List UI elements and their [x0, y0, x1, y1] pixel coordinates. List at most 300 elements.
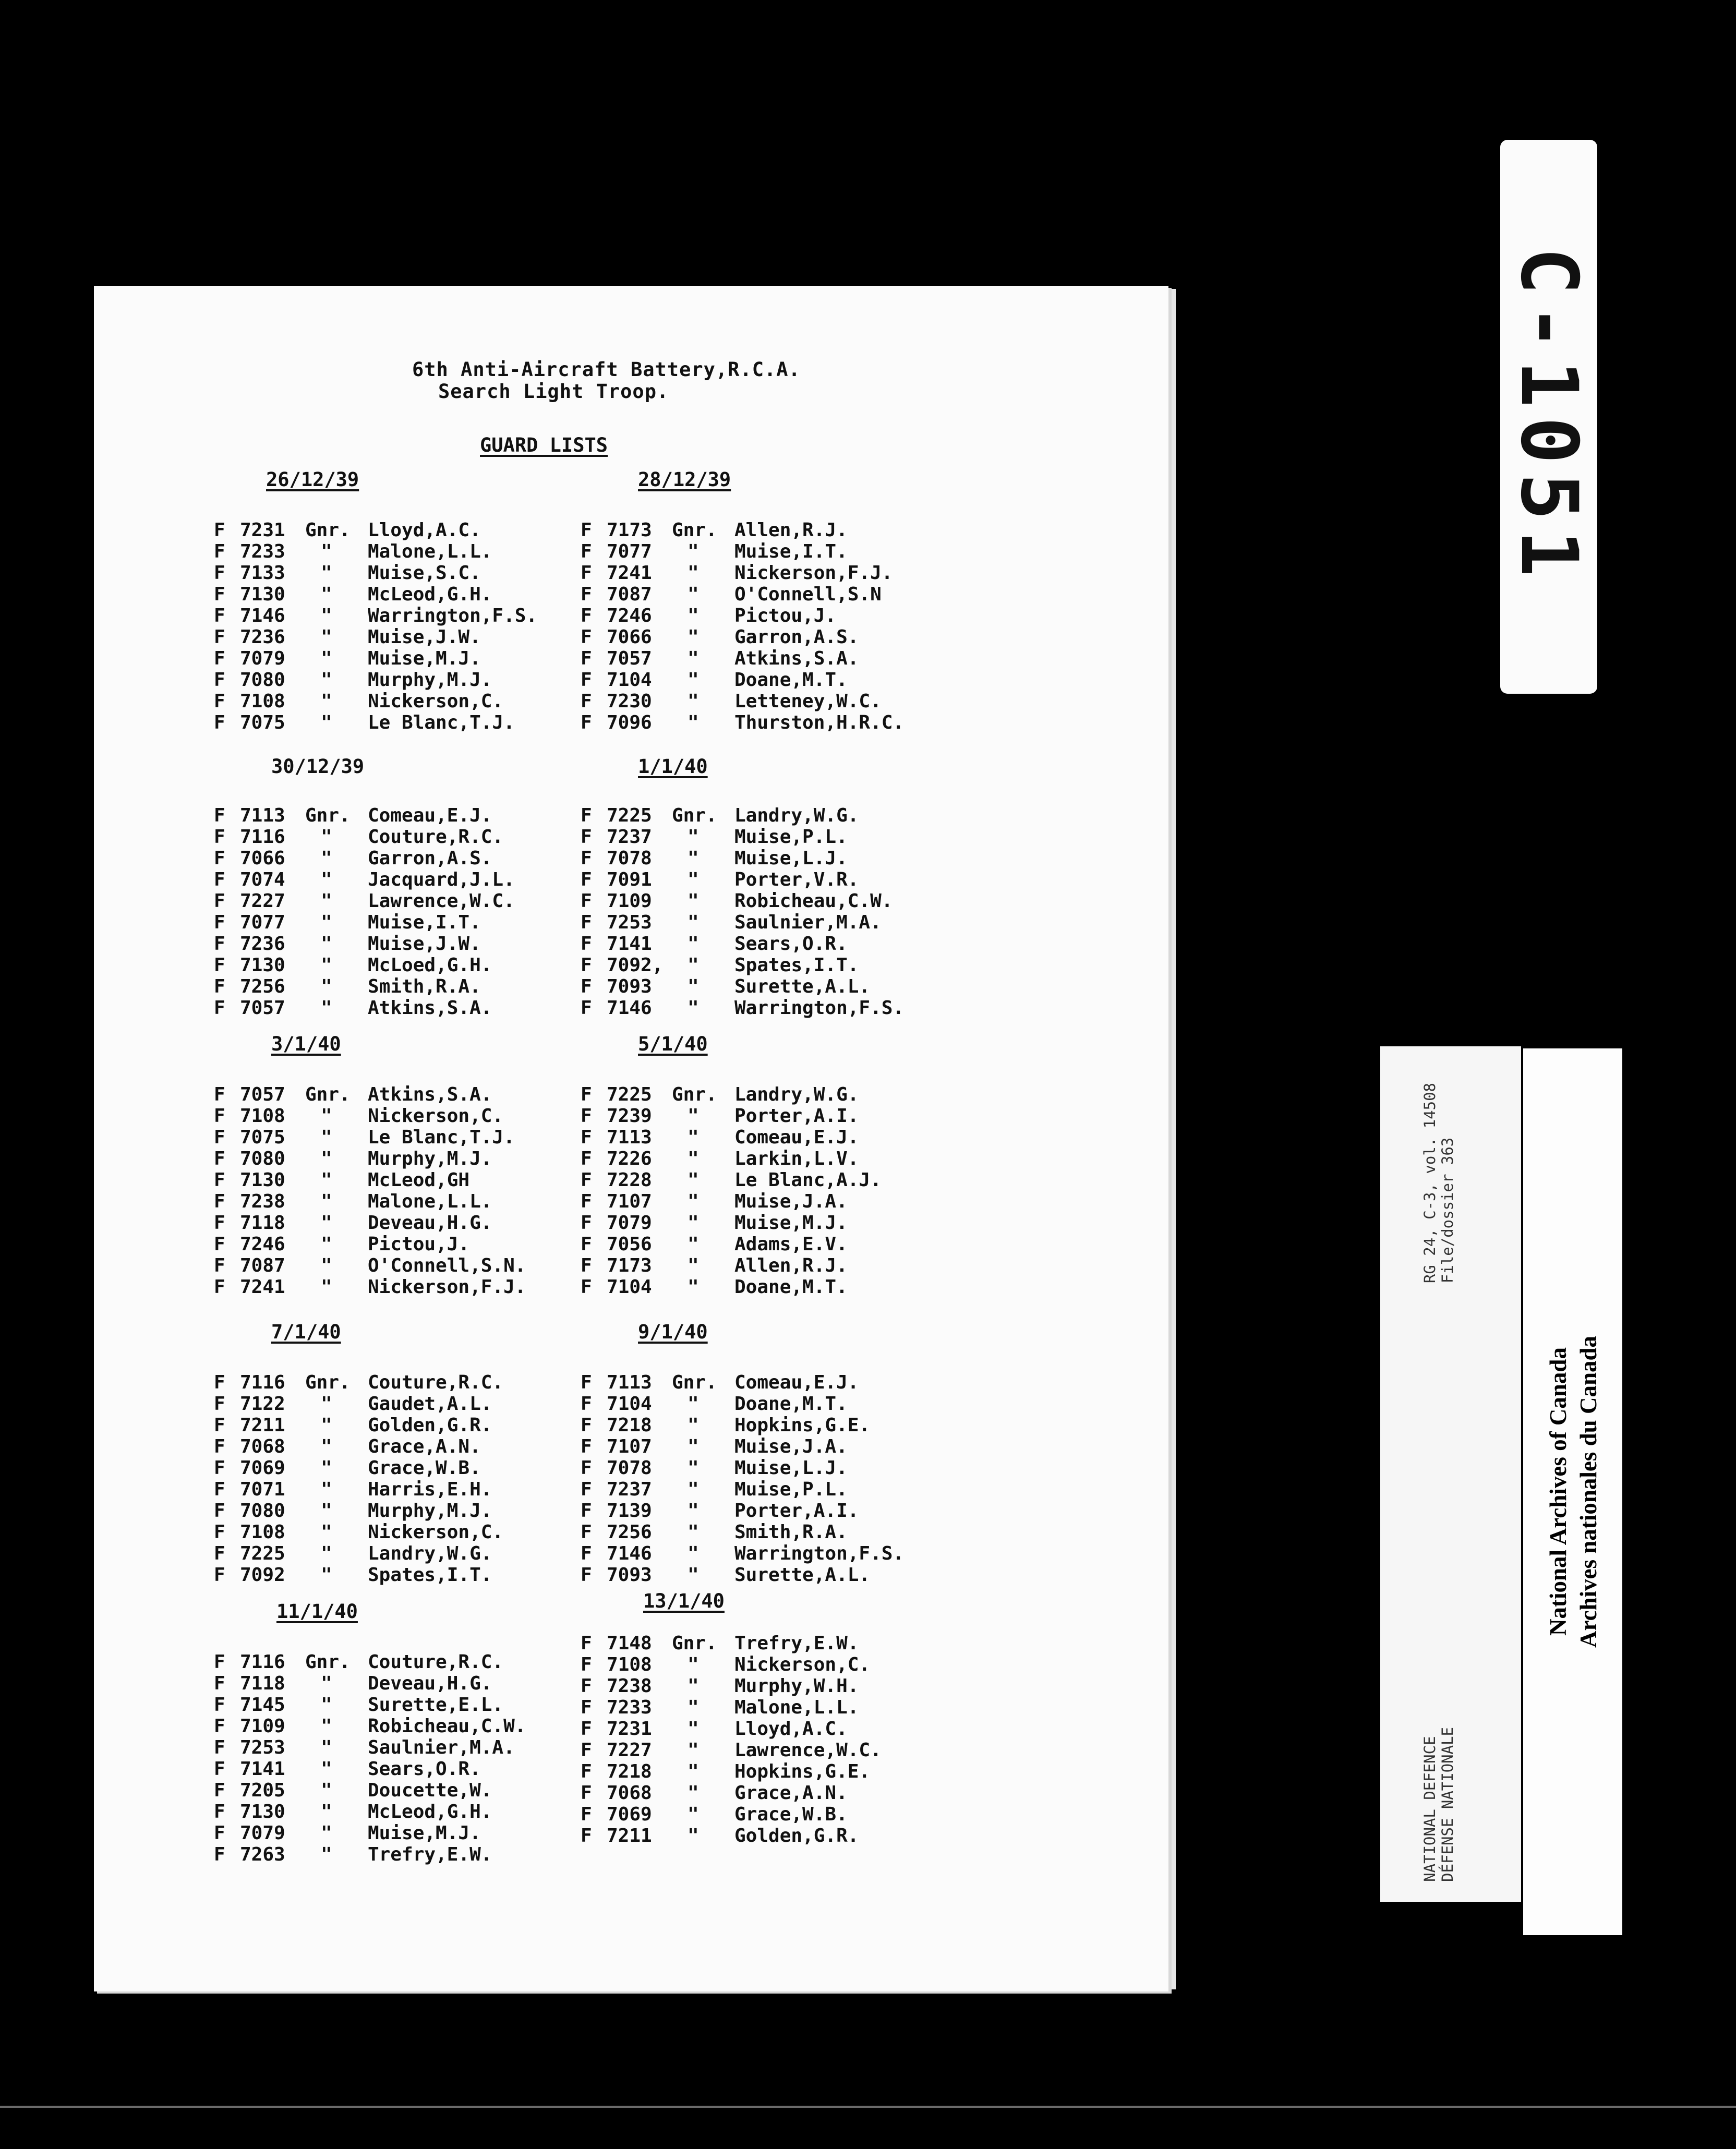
rank: "	[688, 1105, 699, 1127]
service-number: 7116	[240, 1651, 285, 1673]
soldier-name: Garron,A.S.	[734, 626, 859, 648]
service-number: 7253	[607, 912, 652, 933]
soldier-name: Muise,M.J.	[734, 1212, 848, 1234]
soldier-name: Garron,A.S.	[368, 848, 492, 869]
entry-prefix: F	[214, 955, 225, 976]
rank: "	[321, 848, 332, 869]
service-number: 7057	[240, 1084, 285, 1105]
archives-english: National Archives of Canada	[1545, 1347, 1571, 1636]
soldier-name: Nickerson,C.	[368, 1105, 504, 1127]
soldier-name: Muise,L.J.	[734, 848, 848, 869]
soldier-name: Comeau,E.J.	[734, 1127, 859, 1148]
service-number: 7057	[240, 997, 285, 1019]
rank: "	[688, 1564, 699, 1586]
document-title: GUARD LISTS	[480, 434, 608, 456]
rank: "	[321, 562, 332, 584]
guard-list-date: 9/1/40	[638, 1321, 708, 1343]
soldier-name: Murphy,M.J.	[368, 1500, 492, 1522]
guard-list-entry	[581, 1564, 956, 1586]
rank: "	[321, 1822, 332, 1844]
reference-file: File/dossier 363	[1439, 1137, 1456, 1284]
guard-list-date: 5/1/40	[638, 1033, 708, 1055]
service-number: 7116	[240, 826, 285, 848]
guard-list-entry	[581, 626, 956, 648]
service-number: 7066	[240, 848, 285, 869]
soldier-name: Murphy,W.H.	[734, 1675, 859, 1697]
rank: Gnr.	[672, 520, 717, 541]
rank: "	[688, 1479, 699, 1500]
service-number: 7130	[240, 955, 285, 976]
rank: "	[321, 1500, 332, 1522]
header-troop: Search Light Troop.	[438, 380, 669, 403]
rank: "	[321, 605, 332, 626]
soldier-name: Malone,L.L.	[734, 1697, 859, 1718]
soldier-name: Nickerson,F.J.	[368, 1276, 526, 1298]
entry-prefix: F	[581, 1740, 592, 1761]
entry-prefix: F	[581, 976, 592, 997]
soldier-name: Landry,W.G.	[734, 1084, 859, 1105]
soldier-name: McLeod,GH	[368, 1169, 470, 1191]
service-number: 7080	[240, 1500, 285, 1522]
entry-prefix: F	[214, 1415, 225, 1436]
service-number: 7092,	[607, 955, 664, 976]
guard-list-entry	[581, 1654, 956, 1675]
service-number: 7068	[607, 1782, 652, 1804]
entry-prefix: F	[581, 1084, 592, 1105]
soldier-name: Le Blanc,T.J.	[368, 712, 515, 733]
guard-list-entry	[214, 976, 589, 997]
rank: Gnr.	[305, 1084, 351, 1105]
guard-list-entry	[214, 1457, 589, 1479]
entry-prefix: F	[214, 912, 225, 933]
service-number: 7104	[607, 1393, 652, 1415]
rank: "	[321, 1191, 332, 1212]
service-number: 7087	[240, 1255, 285, 1276]
service-number: 7233	[607, 1697, 652, 1718]
guard-list-date: 1/1/40	[638, 755, 708, 778]
service-number: 7109	[240, 1716, 285, 1737]
service-number: 7080	[240, 669, 285, 691]
service-number: 7069	[240, 1457, 285, 1479]
rank: "	[688, 1675, 699, 1697]
guard-list-entry	[581, 712, 956, 733]
guard-list-entry	[214, 869, 589, 890]
guard-list-entry	[581, 1740, 956, 1761]
entry-prefix: F	[581, 605, 592, 626]
soldier-name: Saulnier,M.A.	[368, 1737, 515, 1758]
guard-list-entry	[581, 1393, 956, 1415]
guard-list-entry	[581, 541, 956, 562]
guard-list-entry	[214, 605, 589, 626]
guard-list-rows	[581, 805, 956, 1019]
soldier-name: Lawrence,W.C.	[734, 1740, 882, 1761]
guard-list-rows	[581, 1084, 956, 1298]
entry-prefix: F	[581, 890, 592, 912]
guard-list-entry	[581, 869, 956, 890]
service-number: 7256	[240, 976, 285, 997]
soldier-name: Atkins,S.A.	[368, 997, 492, 1019]
reference-text	[1421, 1083, 1456, 1283]
rank: "	[321, 1457, 332, 1479]
soldier-name: Sears,O.R.	[368, 1758, 481, 1780]
service-number: 7130	[240, 1801, 285, 1822]
guard-list-entry	[214, 1500, 589, 1522]
soldier-name: Allen,R.J.	[734, 1255, 848, 1276]
soldier-name: Robicheau,C.W.	[368, 1716, 526, 1737]
guard-list-entry	[214, 1234, 589, 1255]
entry-prefix: F	[581, 933, 592, 955]
service-number: 7109	[607, 890, 652, 912]
service-number: 7078	[607, 1457, 652, 1479]
entry-prefix: F	[214, 605, 225, 626]
guard-list-entry	[581, 1718, 956, 1740]
soldier-name: Hopkins,G.E.	[734, 1415, 871, 1436]
guard-list-entry	[581, 1212, 956, 1234]
service-number: 7077	[607, 541, 652, 562]
soldier-name: Warrington,F.S.	[734, 997, 905, 1019]
entry-prefix: F	[214, 691, 225, 712]
guard-list-rows	[214, 1372, 589, 1586]
service-number: 7075	[240, 1127, 285, 1148]
service-number: 7246	[240, 1234, 285, 1255]
rank: "	[688, 1825, 699, 1846]
guard-list-entry	[214, 1522, 589, 1543]
rank: "	[321, 691, 332, 712]
entry-prefix: F	[214, 1716, 225, 1737]
service-number: 7107	[607, 1191, 652, 1212]
guard-list-entry	[581, 1372, 956, 1393]
guard-list-rows	[581, 1372, 956, 1586]
rank: "	[688, 1761, 699, 1782]
service-number: 7130	[240, 584, 285, 605]
rank: "	[321, 1436, 332, 1457]
guard-list-entry	[581, 520, 956, 541]
entry-prefix: F	[581, 1276, 592, 1298]
service-number: 7148	[607, 1633, 652, 1654]
entry-prefix: F	[581, 1415, 592, 1436]
rank: "	[688, 605, 699, 626]
rank: "	[321, 1479, 332, 1500]
service-number: 7241	[240, 1276, 285, 1298]
guard-list-entry	[581, 669, 956, 691]
rank: "	[321, 541, 332, 562]
soldier-name: Jacquard,J.L.	[368, 869, 515, 890]
guard-list-entry	[214, 1084, 589, 1105]
service-number: 7108	[240, 691, 285, 712]
entry-prefix: F	[214, 1191, 225, 1212]
service-number: 7133	[240, 562, 285, 584]
entry-prefix: F	[581, 1718, 592, 1740]
soldier-name: Smith,R.A.	[734, 1522, 848, 1543]
rank: "	[688, 1457, 699, 1479]
soldier-name: Surette,A.L.	[734, 976, 871, 997]
guard-list-entry	[581, 1191, 956, 1212]
rank: "	[688, 1740, 699, 1761]
rank: "	[688, 1415, 699, 1436]
service-number: 7093	[607, 1564, 652, 1586]
rank: "	[688, 1148, 699, 1169]
entry-prefix: F	[214, 1457, 225, 1479]
service-number: 7069	[607, 1804, 652, 1825]
service-number: 7091	[607, 869, 652, 890]
rank: "	[688, 1804, 699, 1825]
guard-list-entry	[214, 1127, 589, 1148]
guard-list-entry	[214, 933, 589, 955]
soldier-name: McLeod,G.H.	[368, 1801, 492, 1822]
service-number: 7246	[607, 605, 652, 626]
entry-prefix: F	[581, 1191, 592, 1212]
service-number: 7236	[240, 626, 285, 648]
entry-prefix: F	[214, 1436, 225, 1457]
soldier-name: Hopkins,G.E.	[734, 1761, 871, 1782]
soldier-name: Grace,W.B.	[368, 1457, 481, 1479]
soldier-name: Nickerson,C.	[368, 691, 504, 712]
service-number: 7118	[240, 1673, 285, 1694]
guard-list-entry	[581, 691, 956, 712]
service-number: 7236	[240, 933, 285, 955]
rank: "	[321, 912, 332, 933]
rank: "	[688, 1191, 699, 1212]
entry-prefix: F	[581, 848, 592, 869]
soldier-name: Nickerson,F.J.	[734, 562, 893, 584]
guard-list-entry	[214, 848, 589, 869]
entry-prefix: F	[214, 669, 225, 691]
service-number: 7231	[607, 1718, 652, 1740]
guard-list-entry	[214, 691, 589, 712]
soldier-name: Muise,M.J.	[368, 648, 481, 669]
service-number: 7075	[240, 712, 285, 733]
soldier-name: Malone,L.L.	[368, 1191, 492, 1212]
entry-prefix: F	[581, 1436, 592, 1457]
soldier-name: Spates,I.T.	[368, 1564, 492, 1586]
entry-prefix: F	[214, 1105, 225, 1127]
entry-prefix: F	[214, 1543, 225, 1564]
guard-list-entry	[214, 541, 589, 562]
service-number: 7146	[240, 605, 285, 626]
soldier-name: Muise,J.A.	[734, 1191, 848, 1212]
soldier-name: Robicheau,C.W.	[734, 890, 893, 912]
service-number: 7113	[607, 1372, 652, 1393]
guard-list-entry	[581, 584, 956, 605]
service-number: 7238	[240, 1191, 285, 1212]
service-number: 7107	[607, 1436, 652, 1457]
soldier-name: Warrington,F.S.	[734, 1543, 905, 1564]
entry-prefix: F	[581, 562, 592, 584]
guard-list-entry	[214, 1758, 589, 1780]
service-number: 7079	[240, 1822, 285, 1844]
guard-list-entry	[214, 669, 589, 691]
rank: "	[688, 1169, 699, 1191]
entry-prefix: F	[581, 1522, 592, 1543]
soldier-name: Le Blanc,T.J.	[368, 1127, 515, 1148]
service-number: 7218	[607, 1415, 652, 1436]
soldier-name: Grace,A.N.	[734, 1782, 848, 1804]
soldier-name: Surette,E.L.	[368, 1694, 504, 1716]
soldier-name: Gaudet,A.L.	[368, 1393, 492, 1415]
entry-prefix: F	[581, 1105, 592, 1127]
entry-prefix: F	[214, 541, 225, 562]
service-number: 7141	[607, 933, 652, 955]
guard-list-entry	[581, 890, 956, 912]
rank: Gnr.	[305, 805, 351, 826]
soldier-name: Comeau,E.J.	[734, 1372, 859, 1393]
guard-list-entry	[214, 1148, 589, 1169]
soldier-name: Spates,I.T.	[734, 955, 859, 976]
entry-prefix: F	[214, 997, 225, 1019]
rank: "	[321, 955, 332, 976]
rank: "	[321, 1801, 332, 1822]
guard-list-entry	[581, 1675, 956, 1697]
soldier-name: Muise,P.L.	[734, 826, 848, 848]
entry-prefix: F	[581, 691, 592, 712]
entry-prefix: F	[581, 1255, 592, 1276]
soldier-name: Murphy,M.J.	[368, 669, 492, 691]
rank: "	[321, 1522, 332, 1543]
service-number: 7071	[240, 1479, 285, 1500]
entry-prefix: F	[214, 1234, 225, 1255]
rank: "	[321, 1393, 332, 1415]
guard-list-rows	[214, 520, 589, 733]
service-number: 7093	[607, 976, 652, 997]
entry-prefix: F	[581, 1633, 592, 1654]
guard-list-entry	[214, 1694, 589, 1716]
rank: "	[321, 1780, 332, 1801]
entry-prefix: F	[581, 584, 592, 605]
entry-prefix: F	[214, 1844, 225, 1865]
entry-prefix: F	[581, 1212, 592, 1234]
guard-list-date: 30/12/39	[271, 755, 365, 778]
entry-prefix: F	[214, 1276, 225, 1298]
rank: "	[688, 1782, 699, 1804]
entry-prefix: F	[214, 1084, 225, 1105]
soldier-name: McLeod,G.H.	[368, 584, 492, 605]
guard-list-entry	[214, 1212, 589, 1234]
service-number: 7087	[607, 584, 652, 605]
guard-list-entry	[581, 1479, 956, 1500]
guard-list-entry	[581, 1276, 956, 1298]
entry-prefix: F	[581, 1761, 592, 1782]
service-number: 7116	[240, 1372, 285, 1393]
entry-prefix: F	[581, 1804, 592, 1825]
service-number: 7139	[607, 1500, 652, 1522]
entry-prefix: F	[581, 1654, 592, 1675]
guard-list-entry	[214, 997, 589, 1019]
entry-prefix: F	[214, 1393, 225, 1415]
service-number: 7078	[607, 848, 652, 869]
soldier-name: Couture,R.C.	[368, 1372, 504, 1393]
guard-list-rows	[214, 1084, 589, 1298]
soldier-name: Muise,J.W.	[368, 626, 481, 648]
soldier-name: Smith,R.A.	[368, 976, 481, 997]
rank: "	[321, 1276, 332, 1298]
entry-prefix: F	[214, 562, 225, 584]
soldier-name: Deveau,H.G.	[368, 1673, 492, 1694]
entry-prefix: F	[581, 1825, 592, 1846]
soldier-name: Harris,E.H.	[368, 1479, 492, 1500]
entry-prefix: F	[214, 1169, 225, 1191]
rank: "	[688, 933, 699, 955]
service-number: 7238	[607, 1675, 652, 1697]
rank: "	[688, 648, 699, 669]
service-number: 7173	[607, 1255, 652, 1276]
service-number: 7113	[607, 1127, 652, 1148]
archives-french: Archives nationales du Canada	[1575, 1335, 1601, 1648]
entry-prefix: F	[581, 826, 592, 848]
rank: "	[688, 912, 699, 933]
soldier-name: Nickerson,C.	[368, 1522, 504, 1543]
guard-list-rows	[581, 520, 956, 733]
rank: "	[321, 1255, 332, 1276]
entry-prefix: F	[581, 1564, 592, 1586]
rank: "	[688, 1234, 699, 1255]
soldier-name: Lawrence,W.C.	[368, 890, 515, 912]
archive-number: C-1051	[1503, 247, 1594, 586]
guard-list-entry	[581, 955, 956, 976]
service-number: 7173	[607, 520, 652, 541]
rank: "	[321, 1169, 332, 1191]
soldier-name: Grace,W.B.	[734, 1804, 848, 1825]
soldier-name: Porter,V.R.	[734, 869, 859, 890]
entry-prefix: F	[214, 976, 225, 997]
guard-list-entry	[581, 976, 956, 997]
rank: "	[688, 1522, 699, 1543]
entry-prefix: F	[214, 805, 225, 826]
rank: "	[321, 648, 332, 669]
guard-list-date: 7/1/40	[271, 1321, 341, 1343]
service-number: 7225	[607, 805, 652, 826]
entry-prefix: F	[214, 712, 225, 733]
rank: "	[688, 691, 699, 712]
rank: "	[688, 712, 699, 733]
rank: "	[321, 1844, 332, 1865]
guard-list-entry	[214, 626, 589, 648]
soldier-name: Porter,A.I.	[734, 1500, 859, 1522]
rank: "	[321, 997, 332, 1019]
service-number: 7122	[240, 1393, 285, 1415]
service-number: 7108	[240, 1105, 285, 1127]
rank: "	[321, 869, 332, 890]
soldier-name: Muise,S.C.	[368, 562, 481, 584]
rank: "	[321, 712, 332, 733]
guard-list-rows	[581, 1633, 956, 1846]
rank: "	[321, 1212, 332, 1234]
guard-list-entry	[581, 1148, 956, 1169]
entry-prefix: F	[214, 933, 225, 955]
service-number: 7056	[607, 1234, 652, 1255]
rank: "	[321, 1543, 332, 1564]
reference-volume: RG 24, C-3, vol. 14508	[1421, 1083, 1439, 1284]
entry-prefix: F	[214, 869, 225, 890]
service-number: 7241	[607, 562, 652, 584]
guard-list-entry	[214, 520, 589, 541]
guard-list-entry	[214, 584, 589, 605]
guard-list-entry	[581, 1169, 956, 1191]
entry-prefix: F	[581, 520, 592, 541]
soldier-name: Grace,A.N.	[368, 1436, 481, 1457]
service-number: 7130	[240, 1169, 285, 1191]
service-number: 7104	[607, 1276, 652, 1298]
guard-list-entry	[214, 1651, 589, 1673]
entry-prefix: F	[581, 1457, 592, 1479]
service-number: 7079	[240, 648, 285, 669]
service-number: 7104	[607, 669, 652, 691]
guard-list-entry	[214, 1479, 589, 1500]
rank: "	[321, 976, 332, 997]
guard-list-entry	[581, 1761, 956, 1782]
soldier-name: Muise,L.J.	[734, 1457, 848, 1479]
document-page	[94, 286, 1168, 1991]
guard-list-entry	[214, 1844, 589, 1865]
